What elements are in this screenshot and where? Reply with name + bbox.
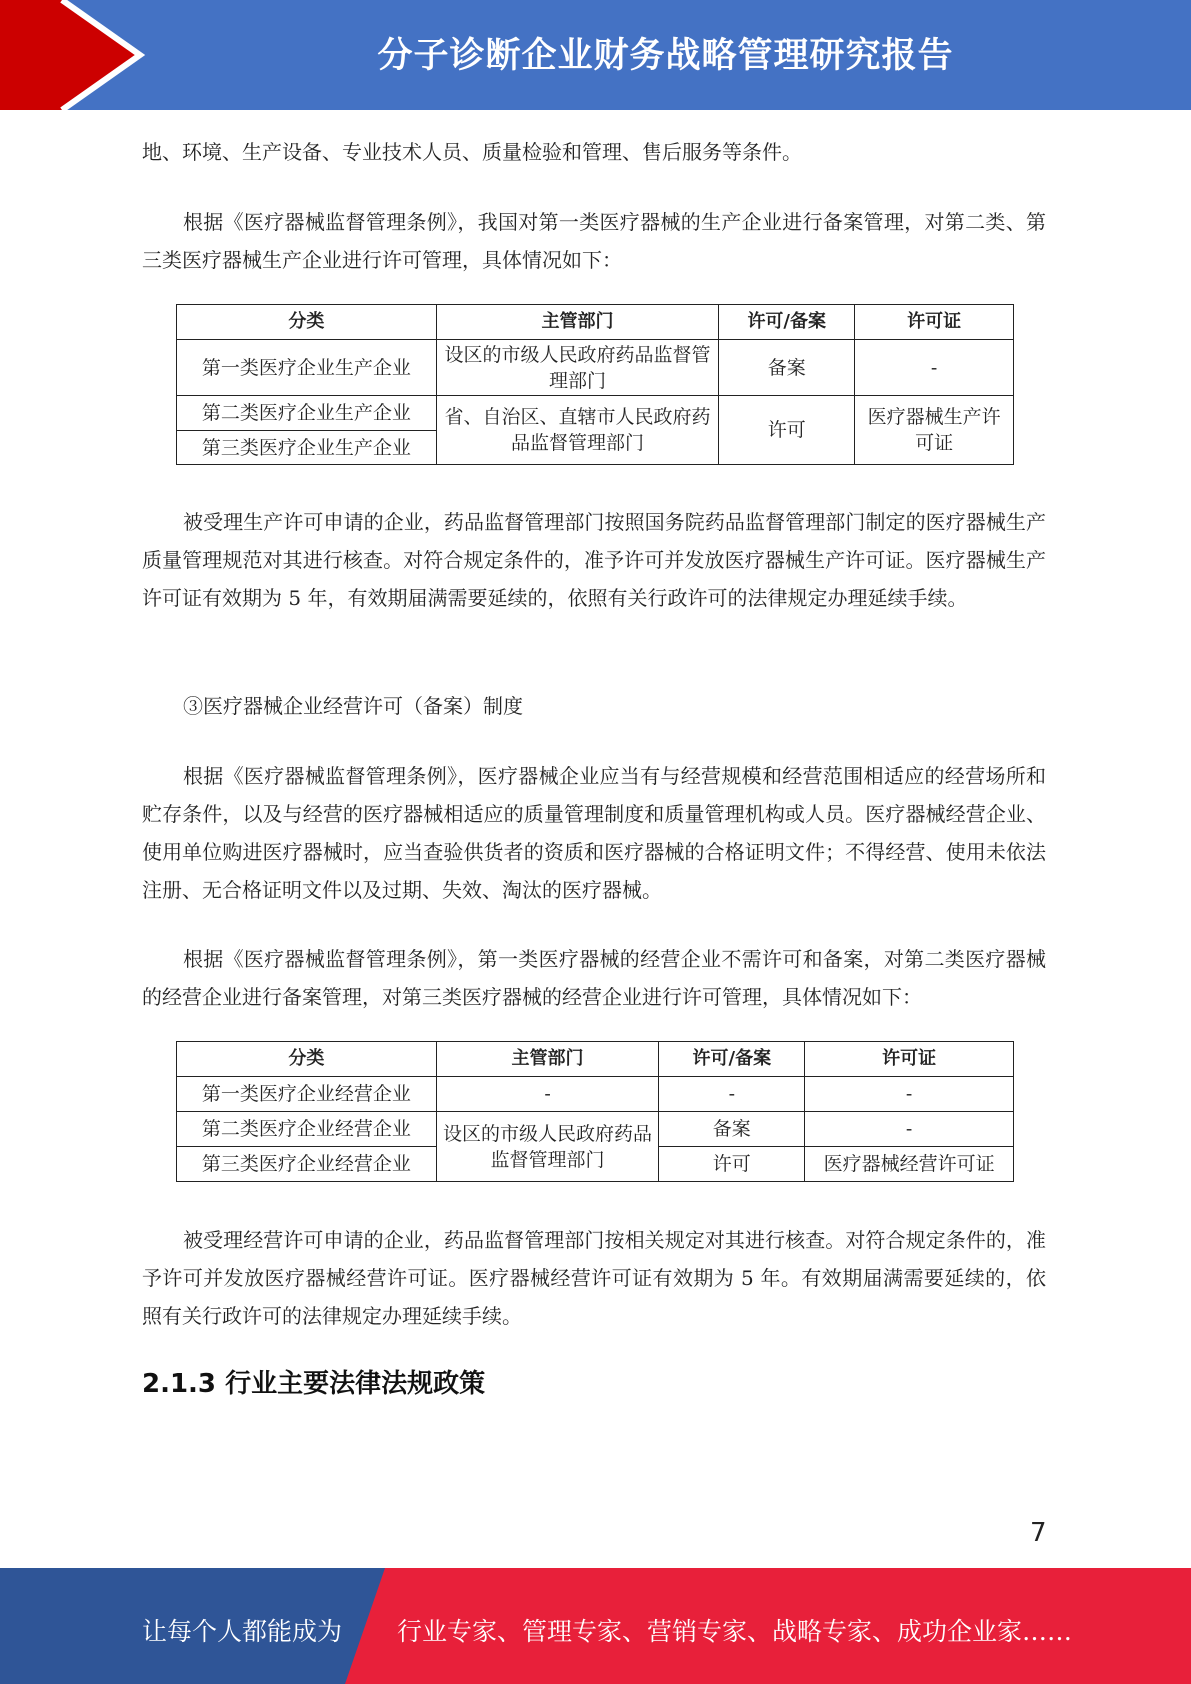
report-title: 分子诊断企业财务战略管理研究报告 [377, 36, 954, 76]
paragraph-operation-requirements: 根据《医疗器械监督管理条例》，医疗器械企业应当有与经营规模和经营范围相适应的经营场所和贮存条件，以及与经营的医疗器械相适应的质量管理制度和质量管理机构或人员。医疗器械经营企业、使用单位购进医疗器械时，应当查验供货者的资质和医疗器械的合格证明文件；不得经营、使用未依法注册、无合格证明文件以及过期、失效、淘汰的医疗器械。 [142, 764, 1046, 902]
table-header: 分类 [177, 1042, 437, 1077]
table-cell: - [436, 1077, 659, 1112]
table-cell: 设区的市级人民政府药品监督管理部门 [436, 1112, 659, 1182]
table-header: 许可/备案 [659, 1042, 805, 1077]
page-footer [0, 1568, 1191, 1684]
table-cell: 备案 [719, 340, 855, 396]
paragraph-operation-regulation: 根据《医疗器械监督管理条例》，第一类医疗器械的经营企业不需许可和备案，对第二类医疗器械的经营企业进行备案管理，对第三类医疗器械的经营企业进行许可管理，具体情况如下： [142, 947, 1046, 1009]
paragraph-intro: 地、环境、生产设备、专业技术人员、质量检验和管理、售后服务等条件。 [142, 140, 802, 164]
table-cell: 第一类医疗企业经营企业 [177, 1077, 437, 1112]
table-header: 许可证 [855, 305, 1014, 340]
paragraph-operation-review: 被受理经营许可申请的企业，药品监督管理部门按相关规定对其进行核查。对符合规定条件的，准予许可并发放医疗器械经营许可证。医疗器械经营许可证有效期为 5 年。有效期届满需要延续的，依照有关行政许可的法律规定办理延续手续。 [142, 1228, 1046, 1328]
production-license-table [176, 304, 1014, 465]
table-cell: 第三类医疗企业经营企业 [177, 1147, 437, 1182]
table-cell: 许可 [659, 1147, 805, 1182]
table-cell: 第二类医疗企业经营企业 [177, 1112, 437, 1147]
table-cell: 医疗器械经营许可证 [805, 1147, 1014, 1182]
table-header: 许可/备案 [719, 305, 855, 340]
table-cell: 许可 [719, 396, 855, 465]
section-heading: 2.1.3 行业主要法律法规政策 [142, 1369, 486, 1399]
table-header: 主管部门 [436, 1042, 659, 1077]
subsection-title: ③医疗器械企业经营许可（备案）制度 [183, 694, 523, 718]
table-header: 许可证 [805, 1042, 1014, 1077]
table-cell: 第二类医疗企业生产企业 [177, 396, 437, 431]
table-cell: - [855, 340, 1014, 396]
table-cell: 第一类医疗企业生产企业 [177, 340, 437, 396]
paragraph-production-review: 被受理生产许可申请的企业，药品监督管理部门按照国务院药品监督管理部门制定的医疗器械生产质量管理规范对其进行核查。对符合规定条件的，准予许可并发放医疗器械生产许可证。医疗器械生产许可证有效期为 5 年，有效期届满需要延续的，依照有关行政许可的法律规定办理延续手续。 [142, 510, 1046, 610]
table-cell: - [659, 1077, 805, 1112]
header-arrow-icon [0, 0, 160, 110]
table-cell: - [805, 1112, 1014, 1147]
table-cell: 省、自治区、直辖市人民政府药品监督管理部门 [436, 396, 719, 465]
table-cell: 设区的市级人民政府药品监督管理部门 [436, 340, 719, 396]
table-cell: - [805, 1077, 1014, 1112]
operation-license-table [176, 1041, 1014, 1182]
page-number: 7 [1030, 1518, 1047, 1548]
table-header: 主管部门 [436, 305, 719, 340]
table-cell: 第三类医疗企业生产企业 [177, 431, 437, 465]
footer-slogan-right: 行业专家、管理专家、营销专家、战略专家、成功企业家…… [397, 1617, 1073, 1646]
footer-slogan-left: 让每个人都能成为 [142, 1617, 343, 1646]
page-header [0, 0, 1191, 110]
table-header: 分类 [177, 305, 437, 340]
paragraph-production-regulation: 根据《医疗器械监督管理条例》，我国对第一类医疗器械的生产企业进行备案管理，对第二类、第三类医疗器械生产企业进行许可管理，具体情况如下： [142, 210, 1046, 272]
table-cell: 备案 [659, 1112, 805, 1147]
table-cell: 医疗器械生产许可证 [855, 396, 1014, 465]
